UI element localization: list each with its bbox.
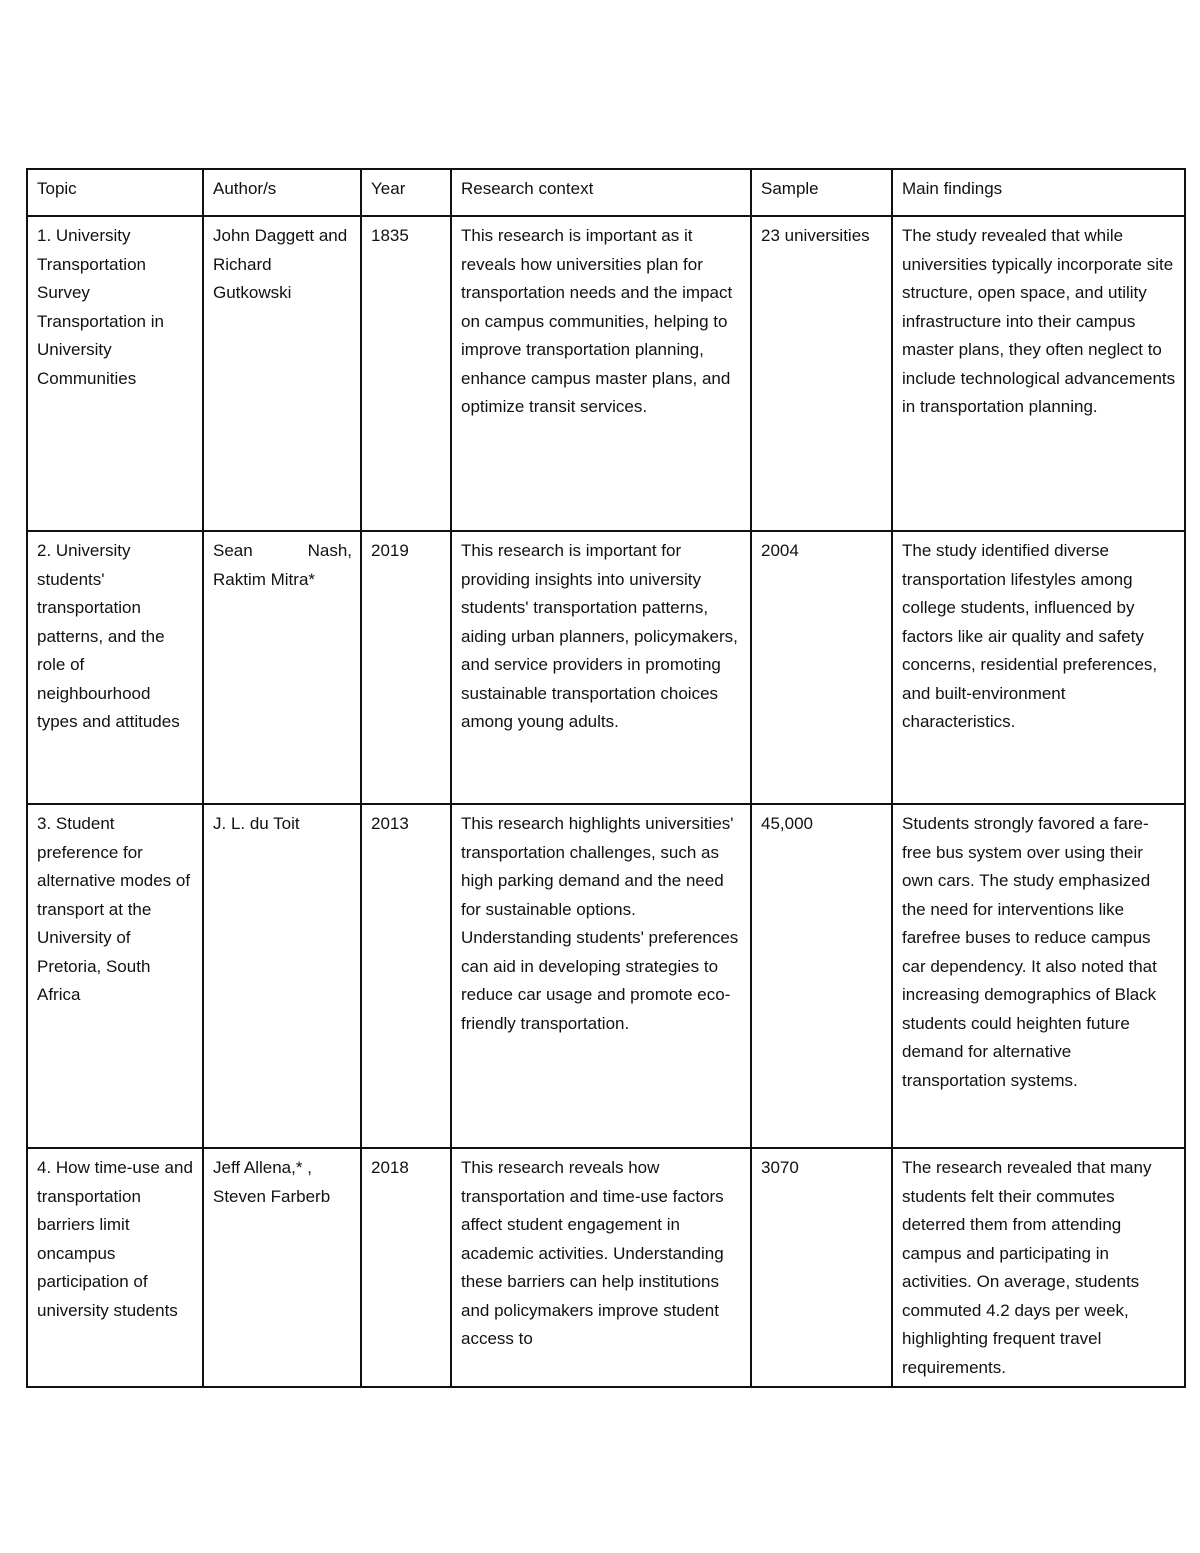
cell-topic: 3. Student preference for alternative modes of transport at the University of Pretoria, South Africa [27, 804, 203, 1148]
cell-year: 1835 [361, 216, 451, 531]
cell-authors: J. L. du Toit [203, 804, 361, 1148]
cell-authors: John Daggett and Richard Gutkowski [203, 216, 361, 531]
cell-research-context: This research is important as it reveals how universities plan for transportation needs and the impact on campus communities, helping to improve transportation planning, enhance campus master plans, and optimize transit services. [451, 216, 751, 531]
table-row [27, 216, 1185, 531]
header-year: Year [361, 169, 451, 216]
author-line-1: Sean Nash, [213, 541, 352, 560]
header-authors: Author/s [203, 169, 361, 216]
cell-main-findings: Students strongly favored a fare-free bus system over using their own cars. The study emphasized the need for interventions like farefree buses to reduce campus car dependency. It also noted that increasing demographics of Black students could heighten future demand for alternative transportation systems. [892, 804, 1185, 1148]
cell-year: 2019 [361, 531, 451, 804]
cell-topic: 2. University students' transportation patterns, and the role of neighbourhood types and attitudes [27, 531, 203, 804]
literature-review-table [26, 168, 1186, 1388]
table-row [27, 804, 1185, 1148]
cell-sample: 23 universities [751, 216, 892, 531]
cell-sample: 3070 [751, 1148, 892, 1387]
cell-research-context: This research reveals how transportation and time-use factors affect student engagement in academic activities. Understanding these barriers can help institutions and policymakers improve student access to [451, 1148, 751, 1387]
cell-research-context: This research is important for providing insights into university students' transportation patterns, aiding urban planners, policymakers, and service providers in promoting sustainable transportation choices among young adults. [451, 531, 751, 804]
cell-sample: 2004 [751, 531, 892, 804]
cell-research-context: This research highlights universities' transportation challenges, such as high parking demand and the need for sustainable options. Understanding students' preferences can aid in developing strategies to reduce car usage and promote eco-friendly transportation. [451, 804, 751, 1148]
header-topic: Topic [27, 169, 203, 216]
cell-main-findings: The study identified diverse transportation lifestyles among college students, influenced by factors like air quality and safety concerns, residential preferences, and built-environment characteristics. [892, 531, 1185, 804]
cell-authors: Jeff Allena,* , Steven Farberb [203, 1148, 361, 1387]
cell-main-findings: The study revealed that while universities typically incorporate site structure, open space, and utility infrastructure into their campus master plans, they often neglect to include technological advancements in transportation planning. [892, 216, 1185, 531]
cell-authors [203, 531, 361, 804]
cell-year: 2013 [361, 804, 451, 1148]
table-row [27, 1148, 1185, 1387]
table-header-row [27, 169, 1185, 216]
cell-year: 2018 [361, 1148, 451, 1387]
table-row [27, 531, 1185, 804]
header-main-findings: Main findings [892, 169, 1185, 216]
header-research-context: Research context [451, 169, 751, 216]
cell-main-findings: The research revealed that many students felt their commutes deterred them from attending campus and participating in activities. On average, students commuted 4.2 days per week, highlighting frequent travel requirements. [892, 1148, 1185, 1387]
header-sample: Sample [751, 169, 892, 216]
author-line-2: Raktim Mitra* [213, 569, 316, 589]
cell-topic: 4. How time-use and transportation barriers limit oncampus participation of university students [27, 1148, 203, 1387]
cell-sample: 45,000 [751, 804, 892, 1148]
cell-topic: 1. University Transportation Survey Transportation in University Communities [27, 216, 203, 531]
